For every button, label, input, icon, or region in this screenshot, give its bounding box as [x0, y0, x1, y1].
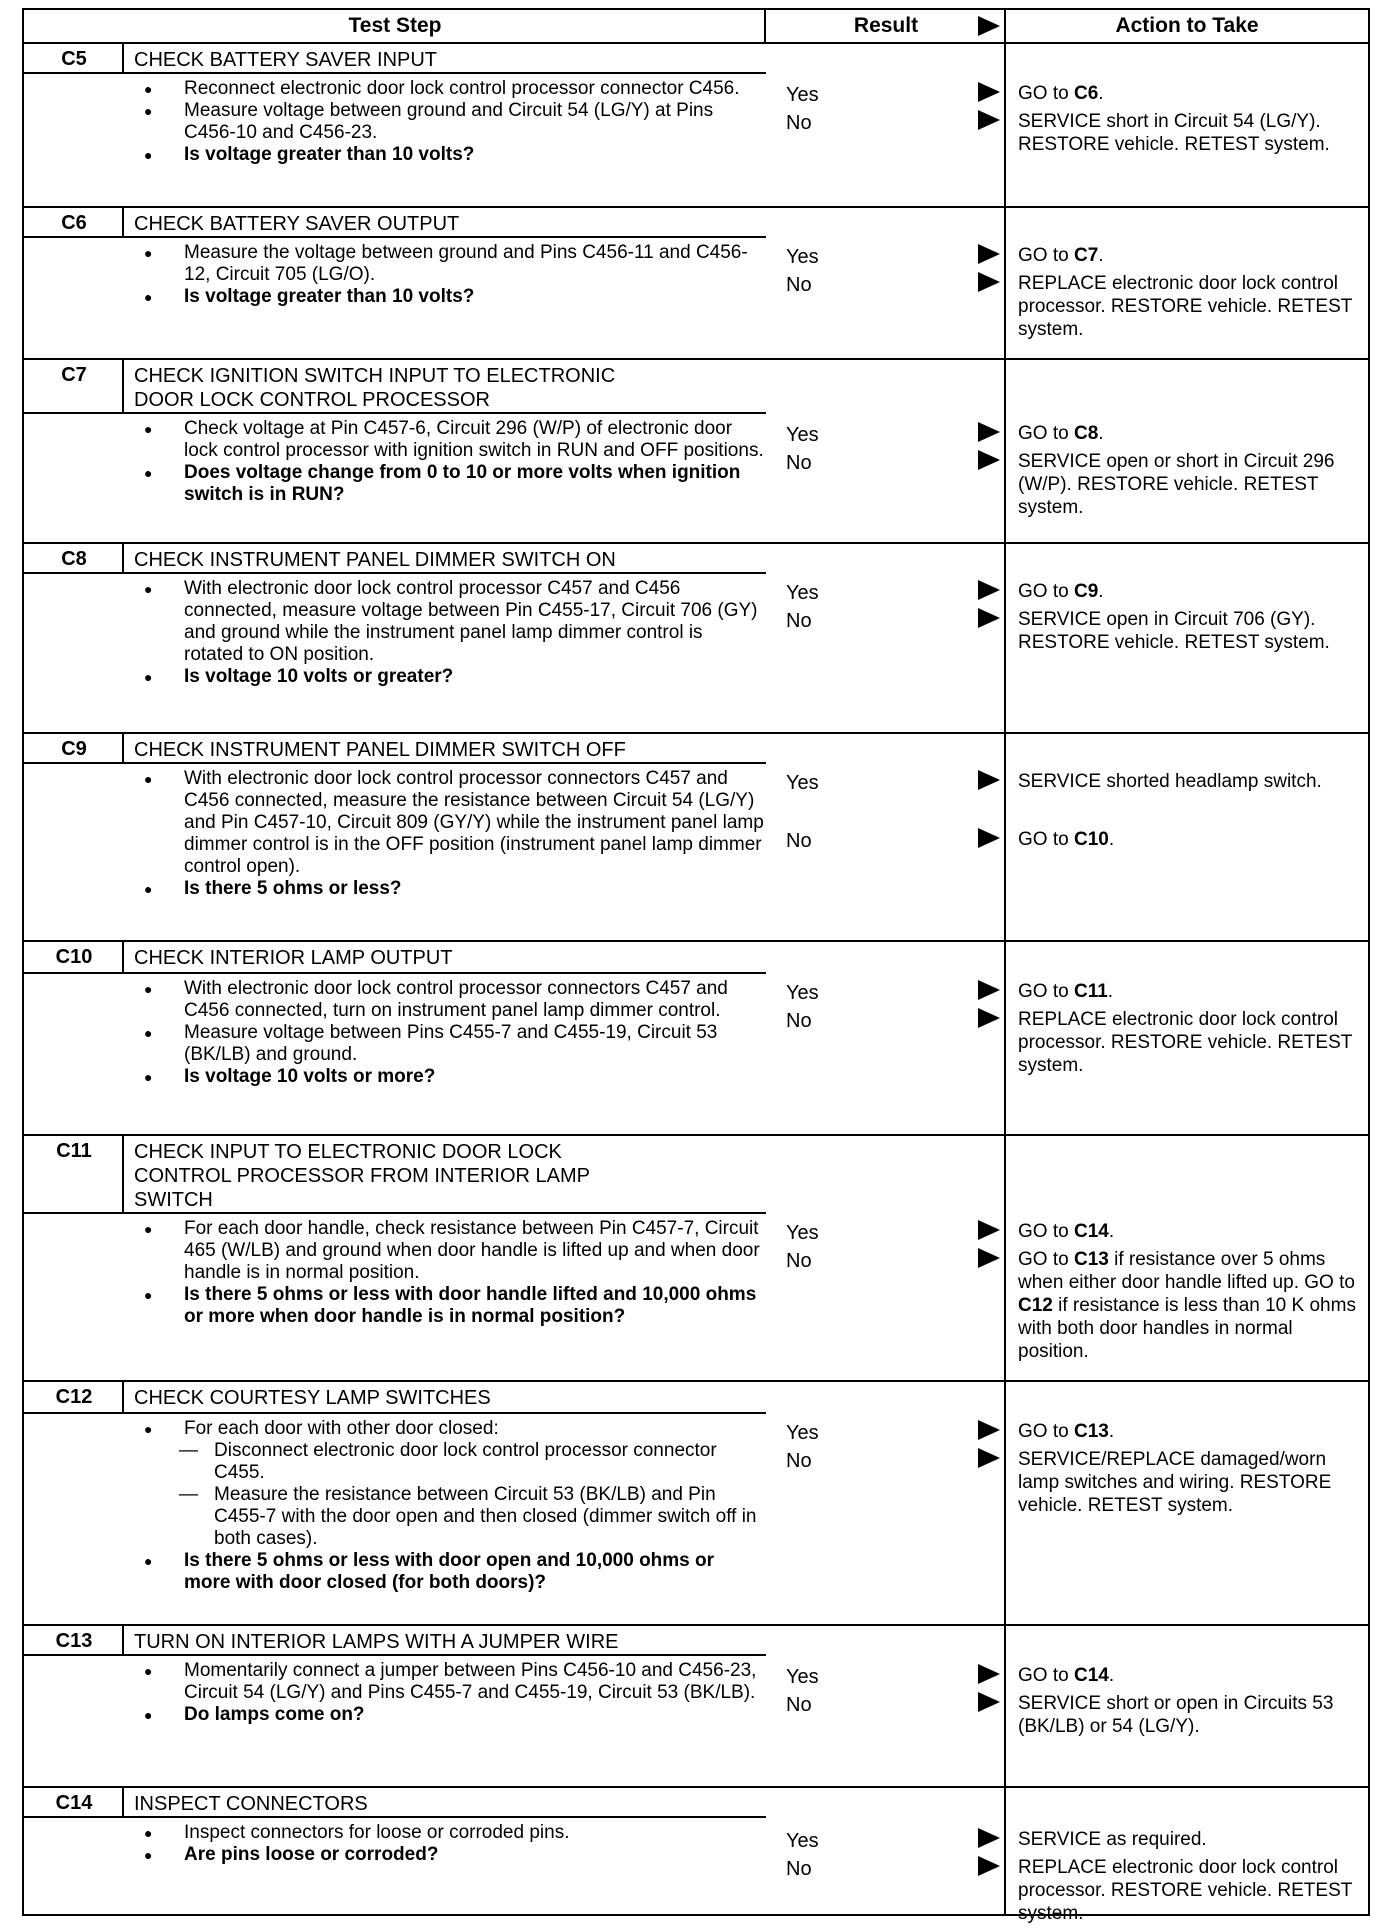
action-text: [1018, 1220, 1368, 1243]
step-item: [124, 978, 764, 1022]
step-list: [124, 418, 764, 506]
step-text: Is there 5 ohms or less with door handle lifted and 10,000 ohms or more when door handle is in normal position?: [184, 1284, 757, 1327]
sub-step-item: [124, 1440, 764, 1484]
header-test-step: Test Step: [24, 10, 766, 44]
step-reference: C13: [1073, 1249, 1109, 1270]
action-text: [1018, 580, 1368, 603]
action-no: [1006, 450, 1368, 519]
action-fragment: SERVICE as required.: [1018, 1829, 1207, 1850]
title-line: CHECK INSTRUMENT PANEL DIMMER SWITCH OFF: [134, 739, 626, 761]
step-reference: C11: [1073, 981, 1108, 1002]
step-item: [124, 462, 764, 506]
result-label: No: [786, 274, 812, 296]
action-yes: [1006, 580, 1368, 603]
result-label: Yes: [786, 1666, 819, 1688]
action-fragment: GO to: [1018, 829, 1074, 850]
arrow-icon: [978, 450, 1000, 470]
bullet-icon: ●: [144, 81, 153, 97]
step-reference: C6: [1073, 83, 1099, 104]
action-fragment: .: [1098, 423, 1104, 444]
arrow-icon: [978, 272, 1000, 292]
arrow-icon: [978, 980, 1000, 1000]
action-text: [1018, 272, 1368, 341]
section-title: [124, 208, 766, 240]
action-text: [1018, 450, 1368, 519]
bullet-icon: ●: [144, 289, 153, 305]
bullet-icon: ●: [144, 465, 153, 481]
result-label: No: [786, 112, 812, 134]
step-item: [124, 78, 764, 100]
action-text: [1018, 1448, 1368, 1517]
action-fragment: .: [1098, 581, 1104, 602]
arrow-icon: [978, 828, 1000, 848]
section-title: [124, 44, 766, 76]
arrow-icon: [978, 422, 1000, 442]
action-fragment: GO to: [1018, 423, 1074, 444]
result-label: No: [786, 1250, 812, 1272]
test-section: [24, 1382, 1368, 1626]
step-reference: C12: [1018, 1295, 1053, 1316]
title-line: TURN ON INTERIOR LAMPS WITH A JUMPER WIRE: [134, 1631, 619, 1653]
action-text: [1018, 1828, 1368, 1851]
action-text: [1018, 608, 1368, 654]
step-item: [124, 1844, 764, 1866]
action-fragment: if resistance is less than 10 K ohms with both door handles in normal position.: [1018, 1295, 1356, 1362]
step-text: For each door with other door closed:: [184, 1418, 499, 1439]
section-title: [124, 1382, 766, 1414]
action-text: [1018, 82, 1368, 105]
result-label: Yes: [786, 1830, 819, 1852]
step-text: Reconnect electronic door lock control processor connector C456.: [184, 78, 740, 99]
action-text: [1018, 1008, 1368, 1077]
action-fragment: SERVICE open in Circuit 706 (GY). RESTORE vehicle. RETEST system.: [1018, 609, 1330, 653]
step-id: C9: [61, 738, 87, 760]
action-text: [1018, 770, 1368, 793]
action-fragment: .: [1108, 829, 1115, 850]
bullet-icon: ●: [144, 1707, 153, 1723]
action-fragment: .: [1107, 981, 1114, 1002]
bullet-icon: ●: [144, 245, 153, 261]
header-action: Action to Take: [1006, 10, 1368, 44]
action-no: [1006, 1692, 1368, 1738]
section-title: [124, 1136, 766, 1216]
action-fragment: GO to: [1018, 1221, 1074, 1242]
step-text: With electronic door lock control processor C457 and C456 connected, measure voltage between Pin C455-17, Circuit 706 (GY) and ground while the instrument panel lamp dimmer control is rotated to ON position.: [184, 578, 758, 665]
step-item: [124, 1822, 764, 1844]
arrow-icon: [978, 1828, 1000, 1848]
title-line: INSPECT CONNECTORS: [134, 1793, 368, 1815]
step-item: [124, 578, 764, 666]
step-text: Measure voltage between Pins C455-7 and C455-19, Circuit 53 (BK/LB) and ground.: [184, 1022, 718, 1065]
bullet-icon: ●: [144, 1221, 153, 1237]
action-no: [1006, 608, 1368, 654]
action-text: [1018, 1692, 1368, 1738]
bullet-icon: ●: [144, 103, 153, 119]
step-item: [124, 1022, 764, 1066]
action-fragment: GO to: [1018, 581, 1074, 602]
action-fragment: GO to: [1018, 1665, 1074, 1686]
step-reference: C14: [1073, 1665, 1109, 1686]
header-result-label: Result: [853, 14, 919, 37]
step-text: Inspect connectors for loose or corroded pins.: [184, 1822, 570, 1843]
bullet-icon: ●: [144, 421, 153, 437]
section-title: [124, 942, 766, 974]
action-yes: [1006, 1420, 1368, 1443]
step-id: C13: [55, 1630, 93, 1652]
section-title: [124, 1626, 766, 1658]
action-text: [1018, 1248, 1368, 1363]
step-id: C12: [55, 1386, 93, 1408]
test-section: [24, 1136, 1368, 1382]
step-item: [124, 286, 764, 308]
action-yes: [1006, 82, 1368, 105]
result-label: No: [786, 1010, 812, 1032]
result-label: Yes: [786, 582, 819, 604]
test-section: [24, 44, 1368, 208]
step-text: For each door handle, check resistance between Pin C457-7, Circuit 465 (W/LB) and ground when door handle is lifted up and when door handle is in normal position.: [184, 1218, 760, 1283]
step-text: Is voltage 10 volts or greater?: [184, 666, 454, 687]
title-line: CHECK COURTESY LAMP SWITCHES: [134, 1387, 491, 1409]
step-item: [124, 878, 764, 900]
action-yes: [1006, 1664, 1368, 1687]
step-text: Do lamps come on?: [184, 1704, 365, 1725]
bullet-icon: ●: [144, 1553, 153, 1569]
arrow-icon: [978, 1448, 1000, 1468]
dash-icon: —: [179, 1484, 198, 1505]
action-text: [1018, 1664, 1368, 1687]
step-item: [124, 1418, 764, 1440]
step-text: Are pins loose or corroded?: [184, 1844, 439, 1865]
bullet-icon: ●: [144, 1825, 153, 1841]
step-text: Does voltage change from 0 to 10 or more volts when ignition switch is in RUN?: [184, 462, 741, 505]
result-label: Yes: [786, 424, 819, 446]
step-id: C8: [61, 548, 87, 570]
step-text: Is voltage greater than 10 volts?: [184, 144, 475, 165]
step-item: [124, 242, 764, 286]
title-line: CONTROL PROCESSOR FROM INTERIOR LAMP: [134, 1165, 590, 1187]
section-title: [124, 1788, 766, 1820]
step-list: [124, 1418, 764, 1594]
action-no: [1006, 1856, 1368, 1925]
step-list: [124, 1660, 764, 1726]
title-line: CHECK IGNITION SWITCH INPUT TO ELECTRONIC: [134, 365, 616, 387]
action-fragment: .: [1108, 1665, 1115, 1686]
step-item: [124, 1550, 764, 1594]
step-item: [124, 768, 764, 878]
step-item: [124, 1704, 764, 1726]
action-yes: [1006, 422, 1368, 445]
bullet-icon: ●: [144, 1663, 153, 1679]
arrow-icon: [978, 1420, 1000, 1440]
action-text: [1018, 1856, 1368, 1925]
action-no: [1006, 1248, 1368, 1363]
step-reference: C8: [1073, 423, 1099, 444]
action-yes: [1006, 244, 1368, 267]
result-label: No: [786, 830, 812, 852]
action-fragment: SERVICE short in Circuit 54 (LG/Y). RESTORE vehicle. RETEST system.: [1018, 111, 1330, 155]
sub-step-item: [124, 1484, 764, 1550]
action-fragment: GO to: [1018, 1249, 1074, 1270]
result-label: No: [786, 610, 812, 632]
bullet-icon: ●: [144, 1421, 153, 1437]
step-item: [124, 144, 764, 166]
action-text: [1018, 828, 1368, 851]
action-fragment: REPLACE electronic door lock control processor. RESTORE vehicle. RETEST system.: [1018, 273, 1353, 340]
step-text: Is voltage greater than 10 volts?: [184, 286, 475, 307]
sub-step-text: Measure the resistance between Circuit 53 (BK/LB) and Pin C455-7 with the door open and then closed (dimmer switch off in both cases).: [214, 1484, 757, 1549]
section-title: [124, 360, 766, 416]
test-section: [24, 734, 1368, 942]
action-fragment: GO to: [1018, 245, 1074, 266]
bullet-icon: ●: [144, 669, 153, 685]
title-line: CHECK BATTERY SAVER INPUT: [134, 49, 438, 71]
step-reference: C9: [1073, 581, 1099, 602]
arrow-icon: [978, 82, 1000, 102]
dash-icon: —: [179, 1440, 198, 1461]
action-yes: [1006, 1828, 1368, 1851]
arrow-icon: [978, 1856, 1000, 1876]
step-text: With electronic door lock control processor connectors C457 and C456 connected, measure the resistance between Circuit 54 (LG/Y) and Pin C457-10, Circuit 809 (GY/Y) while the instrument panel lamp dimmer control is in the OFF position (instrument panel lamp dimmer control open).: [184, 768, 764, 877]
step-reference: C14: [1073, 1221, 1109, 1242]
step-item: [124, 100, 764, 144]
diagnostic-table: [22, 8, 1370, 1924]
result-label: Yes: [786, 1222, 819, 1244]
section-title: [124, 734, 766, 766]
test-section: [24, 1788, 1368, 1924]
action-no: [1006, 828, 1368, 851]
step-id: C7: [61, 364, 87, 386]
step-item: [124, 1066, 764, 1088]
action-fragment: .: [1108, 1221, 1115, 1242]
title-line: DOOR LOCK CONTROL PROCESSOR: [134, 389, 490, 411]
sub-step-text: Disconnect electronic door lock control processor connector C455.: [214, 1440, 717, 1483]
action-fragment: GO to: [1018, 83, 1074, 104]
section-title: [124, 544, 766, 576]
header-result: [766, 10, 1006, 44]
title-line: CHECK INSTRUMENT PANEL DIMMER SWITCH ON: [134, 549, 616, 571]
action-text: [1018, 422, 1368, 445]
action-fragment: .: [1098, 245, 1104, 266]
action-fragment: GO to: [1018, 981, 1074, 1002]
arrow-icon: [978, 244, 1000, 264]
step-text: Is there 5 ohms or less with door open and 10,000 ohms or more with door closed (for both doors)?: [184, 1550, 715, 1593]
action-fragment: SERVICE short or open in Circuits 53 (BK/LB) or 54 (LG/Y).: [1018, 1693, 1334, 1737]
bullet-icon: ●: [144, 1069, 153, 1085]
step-reference: C7: [1073, 245, 1099, 266]
arrow-icon: [978, 110, 1000, 130]
bullet-icon: ●: [144, 981, 153, 997]
action-yes: [1006, 1220, 1368, 1243]
result-label: No: [786, 1450, 812, 1472]
step-text: Momentarily connect a jumper between Pins C456-10 and C456-23, Circuit 54 (LG/Y) and Pins C455-7 and C455-19, Circuit 53 (BK/LB).: [184, 1660, 757, 1703]
arrow-icon: [978, 580, 1000, 600]
title-line: CHECK INPUT TO ELECTRONIC DOOR LOCK: [134, 1141, 562, 1163]
action-fragment: SERVICE shorted headlamp switch.: [1018, 771, 1322, 792]
action-fragment: SERVICE/REPLACE damaged/worn lamp switches and wiring. RESTORE vehicle. RETEST system.: [1018, 1449, 1332, 1516]
action-yes: [1006, 770, 1368, 793]
step-id: C10: [55, 946, 93, 968]
step-item: [124, 1660, 764, 1704]
action-text: [1018, 244, 1368, 267]
arrow-icon: [978, 16, 1000, 36]
action-fragment: SERVICE open or short in Circuit 296 (W/P). RESTORE vehicle. RETEST system.: [1018, 451, 1335, 518]
step-item: [124, 1218, 764, 1284]
action-text: [1018, 110, 1368, 156]
test-section: [24, 360, 1368, 544]
arrow-icon: [978, 1248, 1000, 1268]
step-text: Measure the voltage between ground and Pins C456-11 and C456-12, Circuit 705 (LG/O).: [184, 242, 748, 285]
action-no: [1006, 1448, 1368, 1517]
step-text: With electronic door lock control processor connectors C457 and C456 connected, turn on instrument panel lamp dimmer control.: [184, 978, 728, 1021]
step-list: [124, 1218, 764, 1328]
bullet-icon: ●: [144, 1847, 153, 1863]
step-text: Check voltage at Pin C457-6, Circuit 296 (W/P) of electronic door lock control processor with ignition switch in RUN and OFF positions.: [184, 418, 764, 461]
bullet-icon: ●: [144, 147, 153, 163]
step-list: [124, 1822, 764, 1866]
step-id: C6: [61, 212, 87, 234]
bullet-icon: ●: [144, 1287, 153, 1303]
step-item: [124, 1284, 764, 1328]
arrow-icon: [978, 1692, 1000, 1712]
action-no: [1006, 110, 1368, 156]
arrow-icon: [978, 770, 1000, 790]
result-label: Yes: [786, 1422, 819, 1444]
action-no: [1006, 272, 1368, 341]
step-list: [124, 78, 764, 166]
result-label: Yes: [786, 772, 819, 794]
result-label: Yes: [786, 982, 819, 1004]
step-item: [124, 418, 764, 462]
bullet-icon: ●: [144, 881, 153, 897]
step-reference: C13: [1073, 1421, 1109, 1442]
result-label: Yes: [786, 84, 819, 106]
title-line: CHECK BATTERY SAVER OUTPUT: [134, 213, 460, 235]
step-reference: C10: [1073, 829, 1109, 850]
step-item: [124, 666, 764, 688]
step-id: C11: [56, 1140, 92, 1162]
test-section: [24, 1626, 1368, 1788]
arrow-icon: [978, 1220, 1000, 1240]
step-text: Measure voltage between ground and Circuit 54 (LG/Y) at Pins C456-10 and C456-23.: [184, 100, 714, 143]
step-id: C5: [61, 48, 87, 70]
result-label: No: [786, 452, 812, 474]
bullet-icon: ●: [144, 581, 153, 597]
action-fragment: .: [1108, 1421, 1115, 1442]
step-list: [124, 578, 764, 688]
step-list: [124, 768, 764, 900]
action-fragment: REPLACE electronic door lock control processor. RESTORE vehicle. RETEST system.: [1018, 1009, 1353, 1076]
step-list: [124, 978, 764, 1088]
test-section: [24, 208, 1368, 360]
action-fragment: if resistance over 5 ohms when either door handle lifted up. GO to: [1018, 1249, 1355, 1293]
step-list: [124, 242, 764, 308]
arrow-icon: [978, 1664, 1000, 1684]
arrow-icon: [978, 1008, 1000, 1028]
title-line: CHECK INTERIOR LAMP OUTPUT: [134, 947, 453, 969]
result-label: No: [786, 1858, 812, 1880]
test-section: [24, 544, 1368, 734]
bullet-icon: ●: [144, 1025, 153, 1041]
action-fragment: REPLACE electronic door lock control processor. RESTORE vehicle. RETEST system.: [1018, 1857, 1353, 1924]
step-text: Is there 5 ohms or less?: [184, 878, 402, 899]
action-text: [1018, 980, 1368, 1003]
arrow-icon: [978, 608, 1000, 628]
action-text: [1018, 1420, 1368, 1443]
result-label: No: [786, 1694, 812, 1716]
action-fragment: .: [1098, 83, 1104, 104]
bullet-icon: ●: [144, 771, 153, 787]
test-section: [24, 942, 1368, 1136]
action-no: [1006, 1008, 1368, 1077]
step-id: C14: [55, 1792, 93, 1814]
title-line: SWITCH: [134, 1189, 213, 1211]
action-fragment: GO to: [1018, 1421, 1074, 1442]
result-label: Yes: [786, 246, 819, 268]
step-text: Is voltage 10 volts or more?: [184, 1066, 436, 1087]
action-yes: [1006, 980, 1368, 1003]
